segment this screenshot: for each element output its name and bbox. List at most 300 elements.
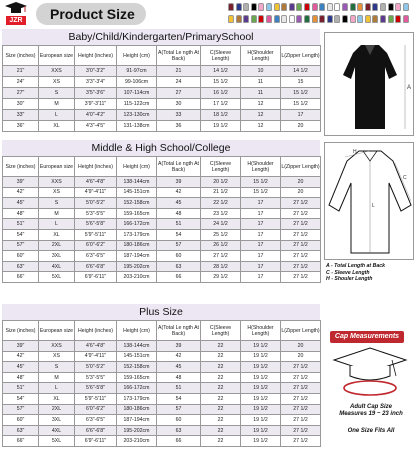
table-cell: 20 [281,187,321,198]
table-cell: 66" [3,436,39,447]
table-cell: 19 1/2 [241,425,281,436]
color-swatch [327,3,333,11]
color-swatch [228,3,234,11]
table-row [3,219,321,230]
color-swatch [296,15,302,23]
table-cell: 27 1/2 [281,272,321,283]
table-cell: 42 [157,351,201,362]
table-cell: 22 [201,351,241,362]
column-header: European size [39,321,75,341]
table-cell: 4'6"-4'8" [75,177,117,188]
table-cell: 22 [201,425,241,436]
color-swatches [228,1,414,27]
table-cell: 45" [3,198,39,209]
label-a: A [407,85,412,91]
table-cell: 54 [157,393,201,404]
table-cell: 5'9"-5'11" [75,393,117,404]
table-cell: 4'9"-4'11" [75,351,117,362]
table-cell: XS [39,77,75,88]
table-cell: 3XL [39,415,75,426]
color-swatch [251,3,257,11]
table-row [3,177,321,188]
table-row [3,187,321,198]
table-cell: 2XL [39,404,75,415]
table-cell: 10 [241,66,281,77]
table-cell: 45 [157,198,201,209]
color-swatch [319,15,325,23]
table-cell: 22 [201,372,241,383]
table-cell: 27 1/2 [281,415,321,426]
table-cell: 180-186cm [117,240,157,251]
table-cell: 22 [201,404,241,415]
table-cell: 45" [3,362,39,373]
table-cell: 19 1/2 [201,121,241,132]
label-c: C [403,175,407,181]
color-swatch [403,3,409,11]
table-row [3,208,321,219]
table-cell: 30 [157,99,201,110]
label-h: H [353,149,357,155]
table-cell: 27 1/2 [281,198,321,209]
table-row [3,372,321,383]
table-cell: 195-202cm [117,261,157,272]
table-cell: 27 1/2 [281,372,321,383]
column-header: European size [39,46,75,66]
table-row [3,77,321,88]
table-row [3,351,321,362]
table-cell: 42" [3,351,39,362]
table-cell: 3'0"-3'2" [75,66,117,77]
table-cell: 22 1/2 [201,198,241,209]
table-cell: 180-186cm [117,404,157,415]
table-cell: 22 [201,362,241,373]
table-cell: 6'9"-6'11" [75,272,117,283]
color-swatch [281,15,287,23]
color-swatch [342,3,348,11]
table-cell: 19 1/2 [241,362,281,373]
table-cell: 5'0"-5'2" [75,362,117,373]
table-cell: 57 [157,240,201,251]
table-cell: 19 1/2 [241,404,281,415]
table-cell: 23 1/2 [201,208,241,219]
brand-logo [4,2,28,26]
table-cell: 4XL [39,425,75,436]
color-swatch [327,15,333,23]
table-cell: 22 [201,415,241,426]
table-cell: 33 [157,110,201,121]
table-cell: 20 [281,121,321,132]
table-cell: 17 [241,240,281,251]
table-cell: 166-172cm [117,219,157,230]
table-cell: 29 1/2 [201,272,241,283]
table-row [3,415,321,426]
table-cell: 57" [3,240,39,251]
table-cell: 12 [241,121,281,132]
column-header: H(Shoulder Length) [241,157,281,177]
table-cell: 20 1/2 [201,177,241,188]
table-cell: 3'3"-3'4" [75,77,117,88]
table-cell: 63 [157,425,201,436]
table-cell: 107-114cm [117,88,157,99]
table-cell: 27 1/2 [281,261,321,272]
table-cell: 27 1/2 [281,219,321,230]
table-header-row [3,46,321,66]
table-cell: 3XL [39,251,75,262]
table-cell: 51 [157,219,201,230]
table-cell: 15 1/2 [281,99,321,110]
table-cell: 15 1/2 [201,77,241,88]
table-cell: 17 [241,272,281,283]
color-swatch [372,3,378,11]
table-cell: S [39,198,75,209]
table-cell: 6'9"-6'11" [75,436,117,447]
table-cell: 27 1/2 [201,251,241,262]
table-cell: 15 1/2 [281,88,321,99]
table-cell: 16 1/2 [201,88,241,99]
color-swatch [304,15,310,23]
table-cell: 66 [157,436,201,447]
table-cell: 22 [201,341,241,352]
table-row [3,341,321,352]
table-cell: 17 [241,251,281,262]
column-header: H(Shoulder Length) [241,321,281,341]
table-cell: 27 1/2 [281,362,321,373]
column-header: Height (cm) [117,46,157,66]
table-cell: 3'5"-3'6" [75,88,117,99]
graduation-cap-icon [5,2,27,14]
table-cell: 17 [241,219,281,230]
table-row [3,272,321,283]
size-table-college [2,156,321,283]
table-cell: 159-165cm [117,372,157,383]
table-cell: 12 [241,110,281,121]
table-cell: S [39,362,75,373]
table-cell: 187-194cm [117,415,157,426]
table-cell: 20 [281,351,321,362]
table-cell: 24 [157,77,201,88]
table-cell: XS [39,351,75,362]
color-swatch [350,3,356,11]
section-title: Middle & High School/College [2,140,320,156]
table-row [3,110,321,121]
table-cell: 5XL [39,436,75,447]
table-cell: 173-179cm [117,393,157,404]
color-swatch [243,15,249,23]
table-cell: 42 [157,187,201,198]
table-cell: 30" [3,99,39,110]
table-cell: 152-158cm [117,198,157,209]
table-cell: 27" [3,88,39,99]
color-swatch [372,15,378,23]
table-cell: 27 1/2 [281,404,321,415]
table-cell: 115-122cm [117,99,157,110]
cap-caption-size: Adult Cap Size [349,404,392,410]
color-swatch [395,3,401,11]
table-cell: 17 [241,229,281,240]
table-cell: 5'6"-5'8" [75,219,117,230]
table-cell: 24" [3,77,39,88]
gown-diagram-image [324,142,414,260]
table-row [3,229,321,240]
color-swatch [296,3,302,11]
color-swatch [342,15,348,23]
table-cell: 27 1/2 [281,425,321,436]
table-cell: 19 1/2 [241,351,281,362]
size-table-kids [2,45,321,132]
table-row [3,198,321,209]
table-cell: 5'9"-5'11" [75,229,117,240]
table-cell: 152-158cm [117,362,157,373]
table-cell: 145-151cm [117,187,157,198]
table-cell: XXS [39,66,75,77]
table-cell: 21" [3,66,39,77]
legend-item: C - Sleeve Length [326,269,370,276]
table-cell: 203-210cm [117,272,157,283]
table-cell: 39 [157,341,201,352]
table-header-row [3,157,321,177]
color-swatch [312,3,318,11]
color-swatch [388,3,394,11]
section-title: Plus Size [2,304,320,320]
table-cell: 27 1/2 [281,383,321,394]
legend-item: H - Shouler Length [326,276,373,282]
table-cell: 187-194cm [117,251,157,262]
table-row [3,240,321,251]
color-swatch [289,15,295,23]
table-cell: 66 [157,272,201,283]
table-header-row [3,321,321,341]
column-header: Height (cm) [117,157,157,177]
table-cell: 138-144cm [117,341,157,352]
table-cell: 203-210cm [117,436,157,447]
table-cell: 20 [281,341,321,352]
table-cell: M [39,372,75,383]
table-cell: XL [39,393,75,404]
table-cell: 19 1/2 [241,341,281,352]
table-cell: 27 1/2 [281,251,321,262]
table-cell: M [39,208,75,219]
table-cell: 60" [3,415,39,426]
table-cell: 15 1/2 [241,177,281,188]
color-swatch [281,3,287,11]
table-cell: 27 1/2 [281,229,321,240]
table-cell: 54" [3,229,39,240]
table-cell: 6'3"-6'5" [75,415,117,426]
table-cell: L [39,110,75,121]
table-cell: 48 [157,208,201,219]
table-cell: 145-151cm [117,351,157,362]
color-swatch [228,15,234,23]
table-cell: M [39,99,75,110]
table-cell: 5'3"-5'5" [75,208,117,219]
table-cell: 159-165cm [117,208,157,219]
table-cell: 19 1/2 [241,383,281,394]
table-cell: 14 1/2 [281,66,321,77]
table-cell: 5'3"-5'5" [75,372,117,383]
table-cell: 36 [157,121,201,132]
table-cell: 39 [157,177,201,188]
color-swatch [357,15,363,23]
table-cell: 22 [201,393,241,404]
table-row [3,251,321,262]
table-cell: 17 [241,198,281,209]
table-cell: 26 1/2 [201,240,241,251]
table-cell: S [39,88,75,99]
table-cell: 60" [3,251,39,262]
color-swatch [236,3,242,11]
color-swatch [334,15,340,23]
table-cell: 6'3"-6'5" [75,251,117,262]
color-swatch [380,15,386,23]
section-title: Baby/Child/Kindergarten/PrimarySchool [2,29,320,45]
header-bar [0,0,416,28]
table-cell: XXS [39,177,75,188]
table-cell: 138-144cm [117,177,157,188]
color-swatch [403,15,409,23]
table-cell: 14 1/2 [201,66,241,77]
color-swatch [274,15,280,23]
table-cell: 2XL [39,240,75,251]
size-table-plus [2,320,321,447]
column-header: L(Zipper Length) [281,321,321,341]
table-cell: 24 1/2 [201,219,241,230]
table-cell: 45 [157,362,201,373]
table-cell: XL [39,229,75,240]
gown-front-image [324,32,414,136]
table-cell: 48" [3,208,39,219]
table-cell: XL [39,121,75,132]
color-swatch [243,3,249,11]
column-header: Height (inches) [75,321,117,341]
table-cell: 51" [3,383,39,394]
table-cell: 19 1/2 [241,415,281,426]
table-row [3,66,321,77]
page-title-text: Product Size [50,6,135,22]
table-cell: 39" [3,341,39,352]
table-cell: 27 1/2 [281,393,321,404]
table-cell: 91-97cm [117,66,157,77]
table-cell: 33" [3,110,39,121]
color-swatch [266,15,272,23]
column-header: A(Total Le ngth At Back) [157,321,201,341]
table-cell: 42" [3,187,39,198]
table-cell: 6'6"-6'8" [75,425,117,436]
table-cell: 19 1/2 [241,372,281,383]
table-cell: 173-179cm [117,229,157,240]
column-header: Height (cm) [117,321,157,341]
table-cell: 12 [241,99,281,110]
color-swatch [289,3,295,11]
table-cell: 60 [157,251,201,262]
table-cell: 57" [3,404,39,415]
table-cell: 123-130cm [117,110,157,121]
mortarboard-icon [332,346,408,398]
column-header: H(Shoulder Length) [241,46,281,66]
table-cell: 27 [157,88,201,99]
column-header: Size (inches) [3,321,39,341]
table-cell: 4XL [39,261,75,272]
table-cell: 17 1/2 [201,99,241,110]
table-cell: 4'6"-4'8" [75,341,117,352]
table-cell: 63" [3,261,39,272]
table-cell: 3'9"-3'11" [75,99,117,110]
table-row [3,425,321,436]
table-cell: 15 [281,77,321,88]
table-cell: 54 [157,229,201,240]
column-header: A(Total Le ngth At Back) [157,157,201,177]
column-header: L(Zipper Length) [281,157,321,177]
table-cell: 57 [157,404,201,415]
color-swatch [312,15,318,23]
table-cell: 195-202cm [117,425,157,436]
table-cell: XS [39,187,75,198]
table-cell: 4'3"-4'5" [75,121,117,132]
table-cell: 6'0"-6'2" [75,240,117,251]
table-cell: L [39,383,75,394]
color-swatch [266,3,272,11]
column-header: European size [39,157,75,177]
table-cell: 17 [281,110,321,121]
table-cell: 4'9"-4'11" [75,187,117,198]
table-cell: 166-172cm [117,383,157,394]
cap-caption-range: Measures 19 ~ 23 inch [339,411,403,417]
column-header: C(Sleeve Length) [201,157,241,177]
table-cell: 5'6"-5'8" [75,383,117,394]
table-row [3,383,321,394]
table-row [3,261,321,272]
table-cell: 51 [157,383,201,394]
column-header: C(Sleeve Length) [201,46,241,66]
column-header: Size (inches) [3,157,39,177]
color-swatch [251,15,257,23]
color-swatch [334,3,340,11]
color-swatch [350,15,356,23]
color-swatch [388,15,394,23]
color-swatch [365,15,371,23]
table-cell: 4'0"-4'2" [75,110,117,121]
table-cell: 39" [3,177,39,188]
column-header: Height (inches) [75,157,117,177]
table-cell: 63 [157,261,201,272]
color-swatch [365,3,371,11]
cap-measurements-title: Cap Measurements [330,331,404,343]
gown-front-icon [325,33,415,137]
table-cell: 48 [157,372,201,383]
table-cell: 11 [241,77,281,88]
table-cell: 5'0"-5'2" [75,198,117,209]
color-swatch [258,15,264,23]
diagram-legend [326,263,416,283]
table-cell: 6'0"-6'2" [75,404,117,415]
table-row [3,99,321,110]
table-cell: 66" [3,272,39,283]
column-header: L(Zipper Length) [281,46,321,66]
table-cell: 22 [201,436,241,447]
table-row [3,362,321,373]
column-header: A(Total Le ngth At Back) [157,46,201,66]
table-row [3,121,321,132]
table-cell: 20 [281,177,321,188]
table-row [3,88,321,99]
table-cell: 99-106cm [117,77,157,88]
legend-item: A - Total Length at Back [326,263,385,269]
gown-outline-icon [325,143,415,261]
color-swatch [274,3,280,11]
table-cell: 28 1/2 [201,261,241,272]
table-cell: 27 1/2 [281,240,321,251]
table-cell: 36" [3,121,39,132]
color-swatch [357,3,363,11]
